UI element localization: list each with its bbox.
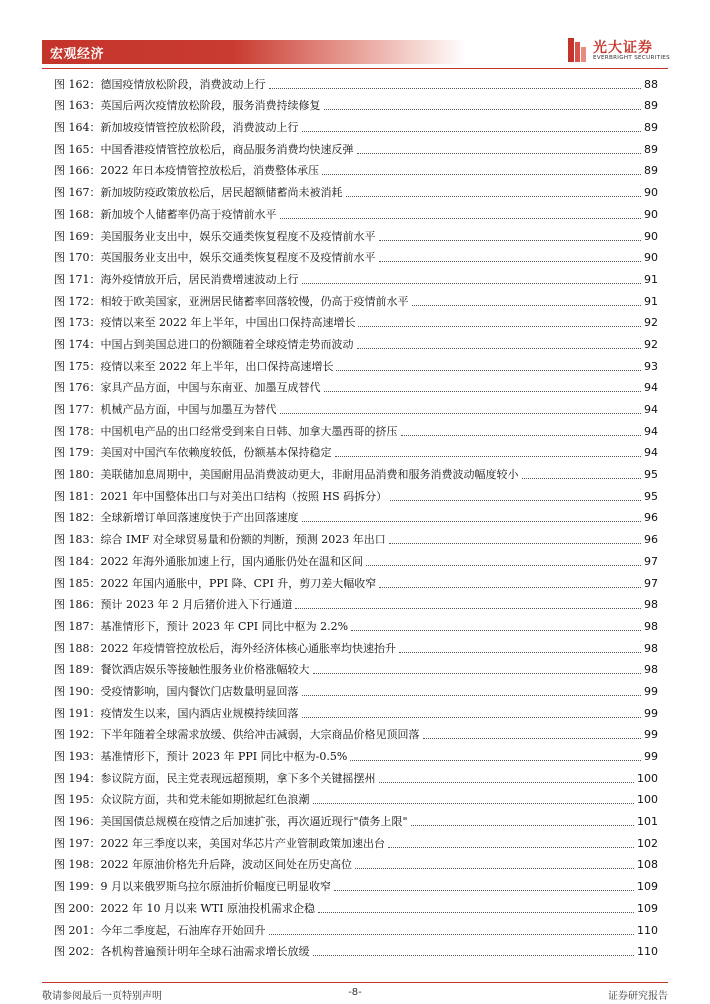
brand-name-cn: 光大证券	[593, 40, 653, 56]
toc-entry[interactable]	[54, 549, 658, 571]
toc-dot-leader	[412, 305, 642, 306]
toc-entry-label: 图 185：2022 年国内通胀中，PPI 降、CPI 升，剪刀差大幅收窄	[54, 576, 377, 590]
toc-dot-leader	[313, 673, 642, 674]
toc-entry-page: 94	[644, 403, 658, 416]
toc-entry-page: 90	[644, 186, 658, 200]
toc-entry-label: 图 199：9 月以来俄罗斯乌拉尔原油折价幅度已明显收窄	[54, 880, 331, 894]
toc-entry-page: 98	[644, 641, 658, 655]
toc-entry-page: 102	[637, 836, 658, 850]
toc-dot-leader	[322, 174, 641, 175]
toc-entry-label: 图 166：2022 年日本疫情管控放松后，消费整体承压	[54, 164, 319, 178]
toc-entry[interactable]	[54, 571, 658, 593]
toc-entry[interactable]	[54, 397, 658, 419]
toc-entry-label: 图 188：2022 年疫情管控放松后，海外经济体核心通胀率均快速抬升	[54, 641, 396, 655]
toc-entry-label: 图 190：受疫情影响，国内餐饮门店数量明显回落	[54, 684, 299, 698]
toc-entry[interactable]	[54, 311, 658, 333]
toc-dot-leader	[379, 782, 635, 783]
brand-logo	[566, 36, 686, 66]
toc-entry[interactable]	[54, 940, 658, 962]
toc-entry-page: 95	[644, 468, 658, 482]
toc-entry-page: 93	[644, 359, 658, 373]
toc-entry-label: 图 182：全球新增订单回落速度快于产出回落速度	[54, 511, 299, 525]
toc-dot-leader	[318, 912, 634, 913]
toc-entry-page: 99	[644, 706, 658, 720]
toc-entry[interactable]	[54, 593, 658, 615]
toc-dot-leader	[423, 738, 642, 739]
toc-entry-page: 96	[644, 533, 658, 547]
toc-dot-leader	[411, 825, 634, 826]
toc-entry[interactable]	[54, 701, 658, 723]
toc-entry[interactable]	[54, 809, 658, 831]
section-banner	[42, 40, 466, 64]
report-type: 证券研究报告	[608, 991, 668, 1002]
toc-entry-label: 图 180：美联储加息周期中，美国耐用品消费波动更大，非耐用品消费和服务消费波动幅度较小	[54, 468, 519, 482]
toc-entry-page: 98	[644, 619, 658, 633]
toc-entry-label: 图 198：2022 年原油价格先升后降，波动区间处在历史高位	[54, 858, 352, 872]
toc-dot-leader	[350, 760, 641, 761]
toc-entry-page: 110	[637, 923, 658, 937]
toc-entry[interactable]	[54, 419, 658, 441]
toc-dot-leader	[399, 652, 641, 653]
page-footer	[42, 987, 668, 1001]
header-divider	[42, 68, 668, 69]
toc-entry-label: 图 183：综合 IMF 对全球贸易量和份额的判断，预测 2023 年出口	[54, 533, 386, 547]
toc-entry[interactable]	[54, 376, 658, 398]
toc-dot-leader	[313, 955, 635, 956]
toc-entry-page: 90	[644, 251, 658, 265]
toc-entry-label: 图 196：美国国债总规模在疫情之后加速扩张，再次逼近现行"债务上限"	[54, 815, 408, 829]
toc-entry[interactable]	[54, 636, 658, 658]
toc-entry-label: 图 165：中国香港疫情管控放松后，商品服务消费均快速反弹	[54, 142, 354, 156]
brand-logo-icon	[566, 36, 588, 64]
toc-entry-page: 99	[644, 728, 658, 742]
toc-dot-leader	[269, 88, 642, 89]
toc-entry[interactable]	[54, 115, 658, 137]
toc-entry-label: 图 170：英国服务业支出中，娱乐交通类恢复程度不及疫情前水平	[54, 251, 376, 265]
toc-entry-page: 89	[644, 99, 658, 113]
toc-entry-label: 图 186：预计 2023 年 2 月后猪价进入下行通道	[54, 598, 293, 612]
toc-entry-label: 图 167：新加坡防疫政策放松后，居民超额储蓄尚未被消耗	[54, 186, 343, 200]
toc-entry-page: 98	[644, 598, 658, 612]
toc-dot-leader	[302, 131, 642, 132]
toc-dot-leader	[335, 456, 642, 457]
toc-entry-label: 图 184：2022 年海外通胀加速上行，国内通胀仍处在温和区间	[54, 554, 363, 568]
toc-entry-page: 89	[644, 121, 658, 135]
toc-entry[interactable]	[54, 723, 658, 745]
toc-dot-leader	[379, 587, 641, 588]
toc-entry[interactable]	[54, 137, 658, 159]
toc-entry-label: 图 194：参议院方面，民主党表现远超预期，拿下多个关键摇摆州	[54, 771, 376, 785]
toc-dot-leader	[336, 370, 641, 371]
toc-entry-page: 95	[644, 489, 658, 503]
toc-dot-leader	[302, 717, 642, 718]
toc-entry-page: 98	[644, 663, 658, 677]
toc-entry-page: 100	[637, 771, 658, 785]
toc-dot-leader	[269, 934, 635, 935]
toc-entry-page: 109	[637, 880, 658, 894]
toc-entry-page: 90	[644, 229, 658, 243]
toc-entry-page: 88	[644, 77, 658, 91]
toc-entry[interactable]	[54, 658, 658, 680]
toc-entry-label: 图 171：海外疫情放开后，居民消费增速波动上行	[54, 272, 299, 286]
toc-entry-label: 图 195：众议院方面，共和党未能如期掀起红色浪潮	[54, 793, 310, 807]
toc-entry-page: 91	[644, 272, 658, 286]
toc-entry-page: 110	[637, 945, 658, 959]
toc-entry-label: 图 201：今年二季度起，石油库存开始回升	[54, 923, 266, 937]
toc-entry[interactable]	[54, 744, 658, 766]
toc-entry-page: 97	[644, 576, 658, 590]
toc-entry-page: 108	[637, 858, 658, 872]
toc-entry[interactable]	[54, 527, 658, 549]
toc-dot-leader	[379, 261, 642, 262]
toc-dot-leader	[346, 196, 642, 197]
toc-dot-leader	[302, 283, 642, 284]
toc-entry[interactable]	[54, 332, 658, 354]
toc-dot-leader	[357, 348, 642, 349]
toc-entry-label: 图 163：英国后两次疫情放松阶段，服务消费持续修复	[54, 99, 321, 113]
toc-entry[interactable]	[54, 766, 658, 788]
toc-dot-leader	[379, 240, 642, 241]
toc-entry-label: 图 181：2021 年中国整体出口与对美出口结构（按照 HS 码拆分）	[54, 489, 388, 503]
toc-entry-label: 图 172：相较于欧美国家，亚洲居民储蓄率回落较慢，仍高于疫情前水平	[54, 294, 409, 308]
toc-entry[interactable]	[54, 267, 658, 289]
toc-entry-label: 图 200：2022 年 10 月以来 WTI 原油投机需求企稳	[54, 901, 315, 915]
toc-entry[interactable]	[54, 506, 658, 528]
toc-entry[interactable]	[54, 679, 658, 701]
toc-entry-label: 图 189：餐饮酒店娱乐等接触性服务业价格涨幅较大	[54, 663, 310, 677]
toc-entry-page: 89	[644, 142, 658, 156]
footer-disclaimer: 敬请参阅最后一页特别声明	[42, 991, 162, 1002]
toc-entry-label: 图 174：中国占到美国总进口的份额随着全球疫情走势而波动	[54, 337, 354, 351]
toc-entry-label: 图 164：新加坡疫情管控放松阶段，消费波动上行	[54, 121, 299, 135]
toc-entry[interactable]	[54, 484, 658, 506]
toc-entry-label: 图 162：德国疫情放松阶段，消费波动上行	[54, 77, 266, 91]
toc-entry[interactable]	[54, 853, 658, 875]
toc-entry[interactable]	[54, 246, 658, 268]
toc-entry-page: 90	[644, 207, 658, 221]
toc-dot-leader	[324, 391, 642, 392]
toc-dot-leader	[401, 435, 642, 436]
toc-entry-label: 图 197：2022 年三季度以来，美国对华芯片产业管制政策加速出台	[54, 836, 385, 850]
toc-entry[interactable]	[54, 202, 658, 224]
toc-entry-label: 图 169：美国服务业支出中，娱乐交通类恢复程度不及疫情前水平	[54, 229, 376, 243]
toc-entry-label: 图 177：机械产品方面，中国与加墨互为替代	[54, 403, 277, 416]
toc-entry-label: 图 173：疫情以来至 2022 年上半年，中国出口保持高速增长	[54, 316, 356, 330]
toc-entry-label: 图 193：基准情形下，预计 2023 年 PPI 同比中枢为-0.5%	[54, 750, 348, 763]
toc-dot-leader	[295, 608, 641, 609]
toc-dot-leader	[351, 630, 641, 631]
page-header	[0, 0, 710, 70]
toc-entry-page: 101	[637, 815, 658, 829]
toc-dot-leader	[280, 218, 642, 219]
toc-dot-leader	[522, 478, 642, 479]
toc-entry-label: 图 168：新加坡个人储蓄率仍高于疫情前水平	[54, 207, 277, 221]
toc-entry[interactable]	[54, 94, 658, 116]
toc-entry-label: 图 192：下半年随着全球需求放缓、供给冲击减弱，大宗商品价格见顶回落	[54, 728, 420, 742]
toc-entry-label: 图 202：各机构普遍预计明年全球石油需求增长放缓	[54, 945, 310, 959]
toc-dot-leader	[388, 847, 634, 848]
toc-entry[interactable]	[54, 224, 658, 246]
toc-entry-page: 100	[637, 793, 658, 807]
toc-entry[interactable]	[54, 354, 658, 376]
toc-entry-label: 图 187：基准情形下，预计 2023 年 CPI 同比中枢为 2.2%	[54, 619, 349, 633]
toc-entry[interactable]	[54, 874, 658, 896]
toc-entry[interactable]	[54, 441, 658, 463]
toc-entry[interactable]	[54, 72, 658, 94]
toc-entry-page: 94	[644, 424, 658, 438]
toc-entry-label: 图 179：美国对中国汽车依赖度较低，份额基本保持稳定	[54, 446, 332, 460]
toc-entry-page: 96	[644, 511, 658, 525]
toc-entry[interactable]	[54, 289, 658, 311]
toc-dot-leader	[358, 326, 641, 327]
toc-entry-page: 91	[644, 294, 658, 308]
toc-entry-page: 92	[644, 316, 658, 330]
toc-entry[interactable]	[54, 614, 658, 636]
toc-dot-leader	[334, 890, 634, 891]
page-number: -8-	[348, 987, 362, 998]
toc-entry-page: 99	[644, 750, 658, 763]
toc-entry[interactable]	[54, 788, 658, 810]
toc-dot-leader	[313, 803, 635, 804]
footer-divider	[42, 982, 668, 983]
toc-entry-page: 109	[637, 901, 658, 915]
toc-entry-label: 图 191：疫情发生以来，国内酒店业规模持续回落	[54, 706, 299, 720]
toc-entry-page: 97	[644, 554, 658, 568]
toc-entry-label: 图 176：家具产品方面，中国与东南亚、加墨互成替代	[54, 381, 321, 395]
toc-entry[interactable]	[54, 918, 658, 940]
toc-entry-page: 99	[644, 684, 658, 698]
toc-dot-leader	[355, 868, 634, 869]
figure-list	[54, 72, 658, 961]
toc-dot-leader	[302, 695, 642, 696]
toc-entry[interactable]	[54, 462, 658, 484]
toc-entry[interactable]	[54, 831, 658, 853]
toc-entry[interactable]	[54, 896, 658, 918]
toc-entry-label: 图 175：疫情以来至 2022 年上半年，出口保持高速增长	[54, 359, 334, 373]
section-title: 宏观经济	[50, 47, 105, 62]
toc-dot-leader	[390, 500, 641, 501]
toc-dot-leader	[324, 109, 642, 110]
toc-dot-leader	[389, 543, 641, 544]
toc-dot-leader	[302, 521, 642, 522]
toc-dot-leader	[366, 565, 641, 566]
toc-dot-leader	[357, 153, 642, 154]
toc-entry-page: 94	[644, 381, 658, 395]
toc-entry[interactable]	[54, 159, 658, 181]
toc-entry-page: 92	[644, 337, 658, 351]
toc-entry-label: 图 178：中国机电产品的出口经常受到来自日韩、加拿大墨西哥的挤压	[54, 424, 398, 438]
toc-entry-page: 94	[644, 446, 658, 460]
brand-name-en: EVERBRIGHT SECURITIES	[593, 55, 670, 61]
toc-dot-leader	[280, 413, 642, 414]
toc-entry[interactable]	[54, 180, 658, 202]
toc-entry-page: 89	[644, 164, 658, 178]
